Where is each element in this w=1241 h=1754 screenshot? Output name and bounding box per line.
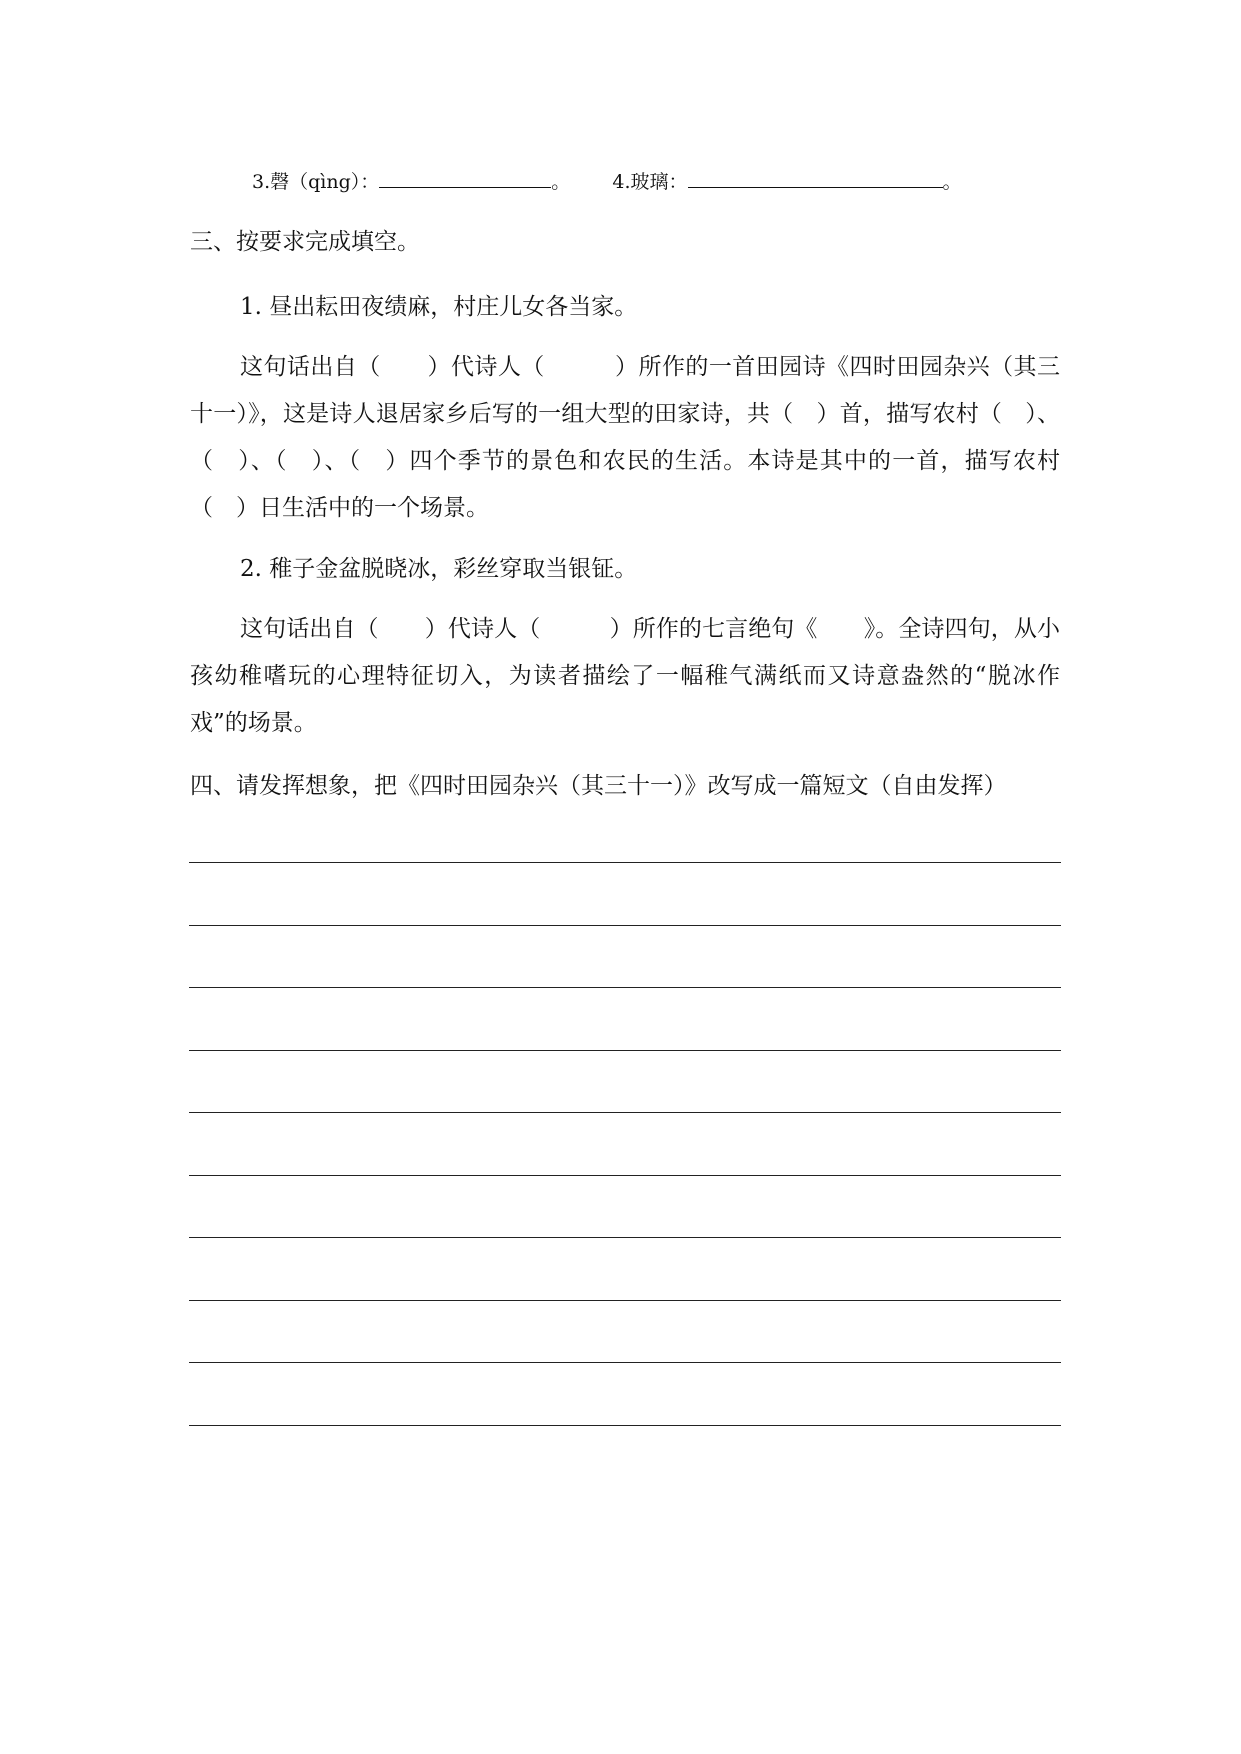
section-3-heading: 三、按要求完成填空。 xyxy=(190,229,420,255)
writing-line[interactable] xyxy=(189,1112,1061,1113)
writing-line[interactable] xyxy=(189,1425,1061,1426)
section-4-heading: 四、请发挥想象，把《四时田园杂兴（其三十一）》改写成一篇短文（自由发挥） xyxy=(190,773,1007,799)
question-2-paragraph: 这句话出自（ ）代诗人（ ）所作的七言绝句《 》。全诗四句，从小孩幼稚嗜玩的心理特征切入，为读者描绘了一幅稚气满纸而又诗意盎然的“脱冰作戏”的场景。 xyxy=(190,616,1060,736)
writing-line[interactable] xyxy=(189,862,1061,863)
question-1-paragraph: 这句话出自（ ）代诗人（ ）所作的一首田园诗《四时田园杂兴（其三十一）》，这是诗人退居家乡后写的一组大型的田家诗，共（ ）首，描写农村（ ）、（ ）、（ ）、（ ）四个季节的景色和农民的生活。本诗是其中的一首，描写农村（ ）日生活中的一个场景。 xyxy=(190,354,1060,521)
writing-line[interactable] xyxy=(189,1300,1061,1301)
vocab-item-3-blank[interactable] xyxy=(379,165,551,188)
writing-line[interactable] xyxy=(189,925,1061,926)
writing-line[interactable] xyxy=(189,1175,1061,1176)
vocab-item-4-label: 4.玻璃： xyxy=(612,171,688,193)
writing-line[interactable] xyxy=(189,1050,1061,1051)
vocab-item-4-end: 。 xyxy=(942,171,962,193)
writing-line[interactable] xyxy=(189,1362,1061,1363)
writing-line[interactable] xyxy=(189,1237,1061,1238)
question-1-poem-line: 1. 昼出耘田夜绩麻，村庄儿女各当家。 xyxy=(240,294,638,320)
vocab-item-3-end: 。 xyxy=(551,171,571,193)
vocab-item-4-blank[interactable] xyxy=(688,165,943,188)
question-2-poem-line: 2. 稚子金盆脱晓冰，彩丝穿取当银钲。 xyxy=(240,556,638,582)
vocab-item-3-label: 3.磬（qìng）： xyxy=(252,171,380,193)
writing-line[interactable] xyxy=(189,987,1061,988)
vocab-row xyxy=(252,165,962,197)
